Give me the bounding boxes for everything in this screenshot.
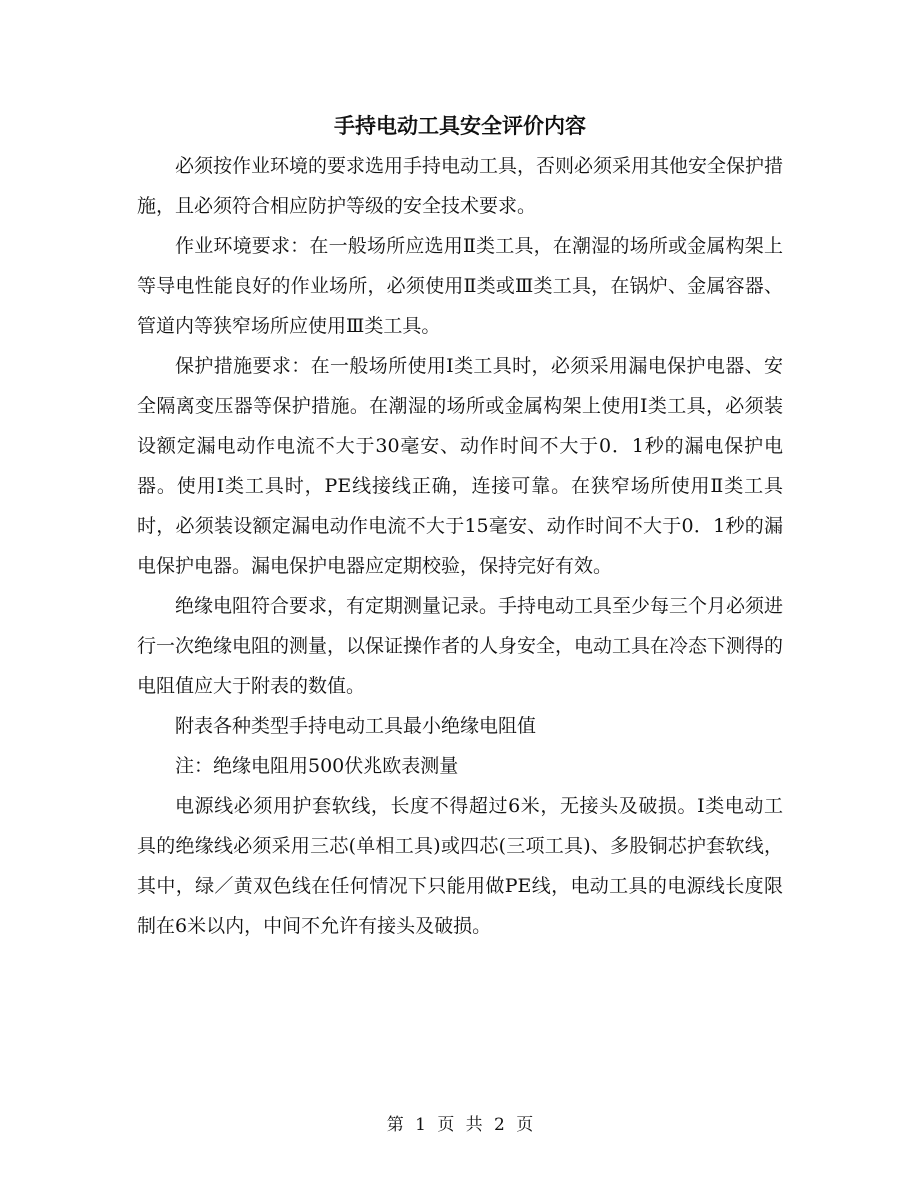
paragraph-environment-requirement: 作业环境要求：在一般场所应选用Ⅱ类工具，在潮湿的场所或金属构架上等导电性能良好的作业场所，必须使用Ⅱ类或Ⅲ类工具，在锅炉、金属容器、管道内等狭窄场所应使用Ⅲ类工具。 xyxy=(137,235,783,337)
paragraph-selection-requirement: 必须按作业环境的要求选用手持电动工具，否则必须采用其他安全保护措施，且必须符合相应防护等级的安全技术要求。 xyxy=(137,155,784,217)
paragraph-note: 注：绝缘电阻用500伏兆欧表测量 xyxy=(175,755,459,777)
paragraph-table-caption: 附表各种类型手持电动工具最小绝缘电阻值 xyxy=(175,715,537,737)
paragraph-power-cord-requirement: 电源线必须用护套软线，长度不得超过6米，无接头及破损。Ⅰ类电动工具的绝缘线必须采用三芯(单相工具)或四芯(三项工具)、多股铜芯护套软线，其中，绿／黄双色线在任何情况下只能用做PE线，电动工具的电源线长度限制在6米以内，中间不允许有接头及破损。 xyxy=(137,795,783,937)
document-title: 手持电动工具安全评价内容 xyxy=(334,113,586,138)
document-body xyxy=(137,146,783,946)
paragraph-insulation-requirement: 绝缘电阻符合要求，有定期测量记录。手持电动工具至少每三个月必须进行一次绝缘电阻的测量，以保证操作者的人身安全，电动工具在冷态下测得的电阻值应大于附表的数值。 xyxy=(137,595,784,697)
paragraph-protection-requirement: 保护措施要求：在一般场所使用Ⅰ类工具时，必须采用漏电保护电器、安全隔离变压器等保护措施。在潮湿的场所或金属构架上使用Ⅰ类工具，必须装设额定漏电动作电流不大于30毫安、动作时间不大于0．1秒的漏电保护电器。使用Ⅰ类工具时，PE线接线正确，连接可靠。在狭窄场所使用Ⅱ类工具时，必须装设额定漏电动作电流不大于15毫安、动作时间不大于0．1秒的漏电保护电器。漏电保护电器应定期校验，保持完好有效。 xyxy=(137,355,783,577)
page-number: 第 1 页 共 2 页 xyxy=(386,1115,534,1135)
